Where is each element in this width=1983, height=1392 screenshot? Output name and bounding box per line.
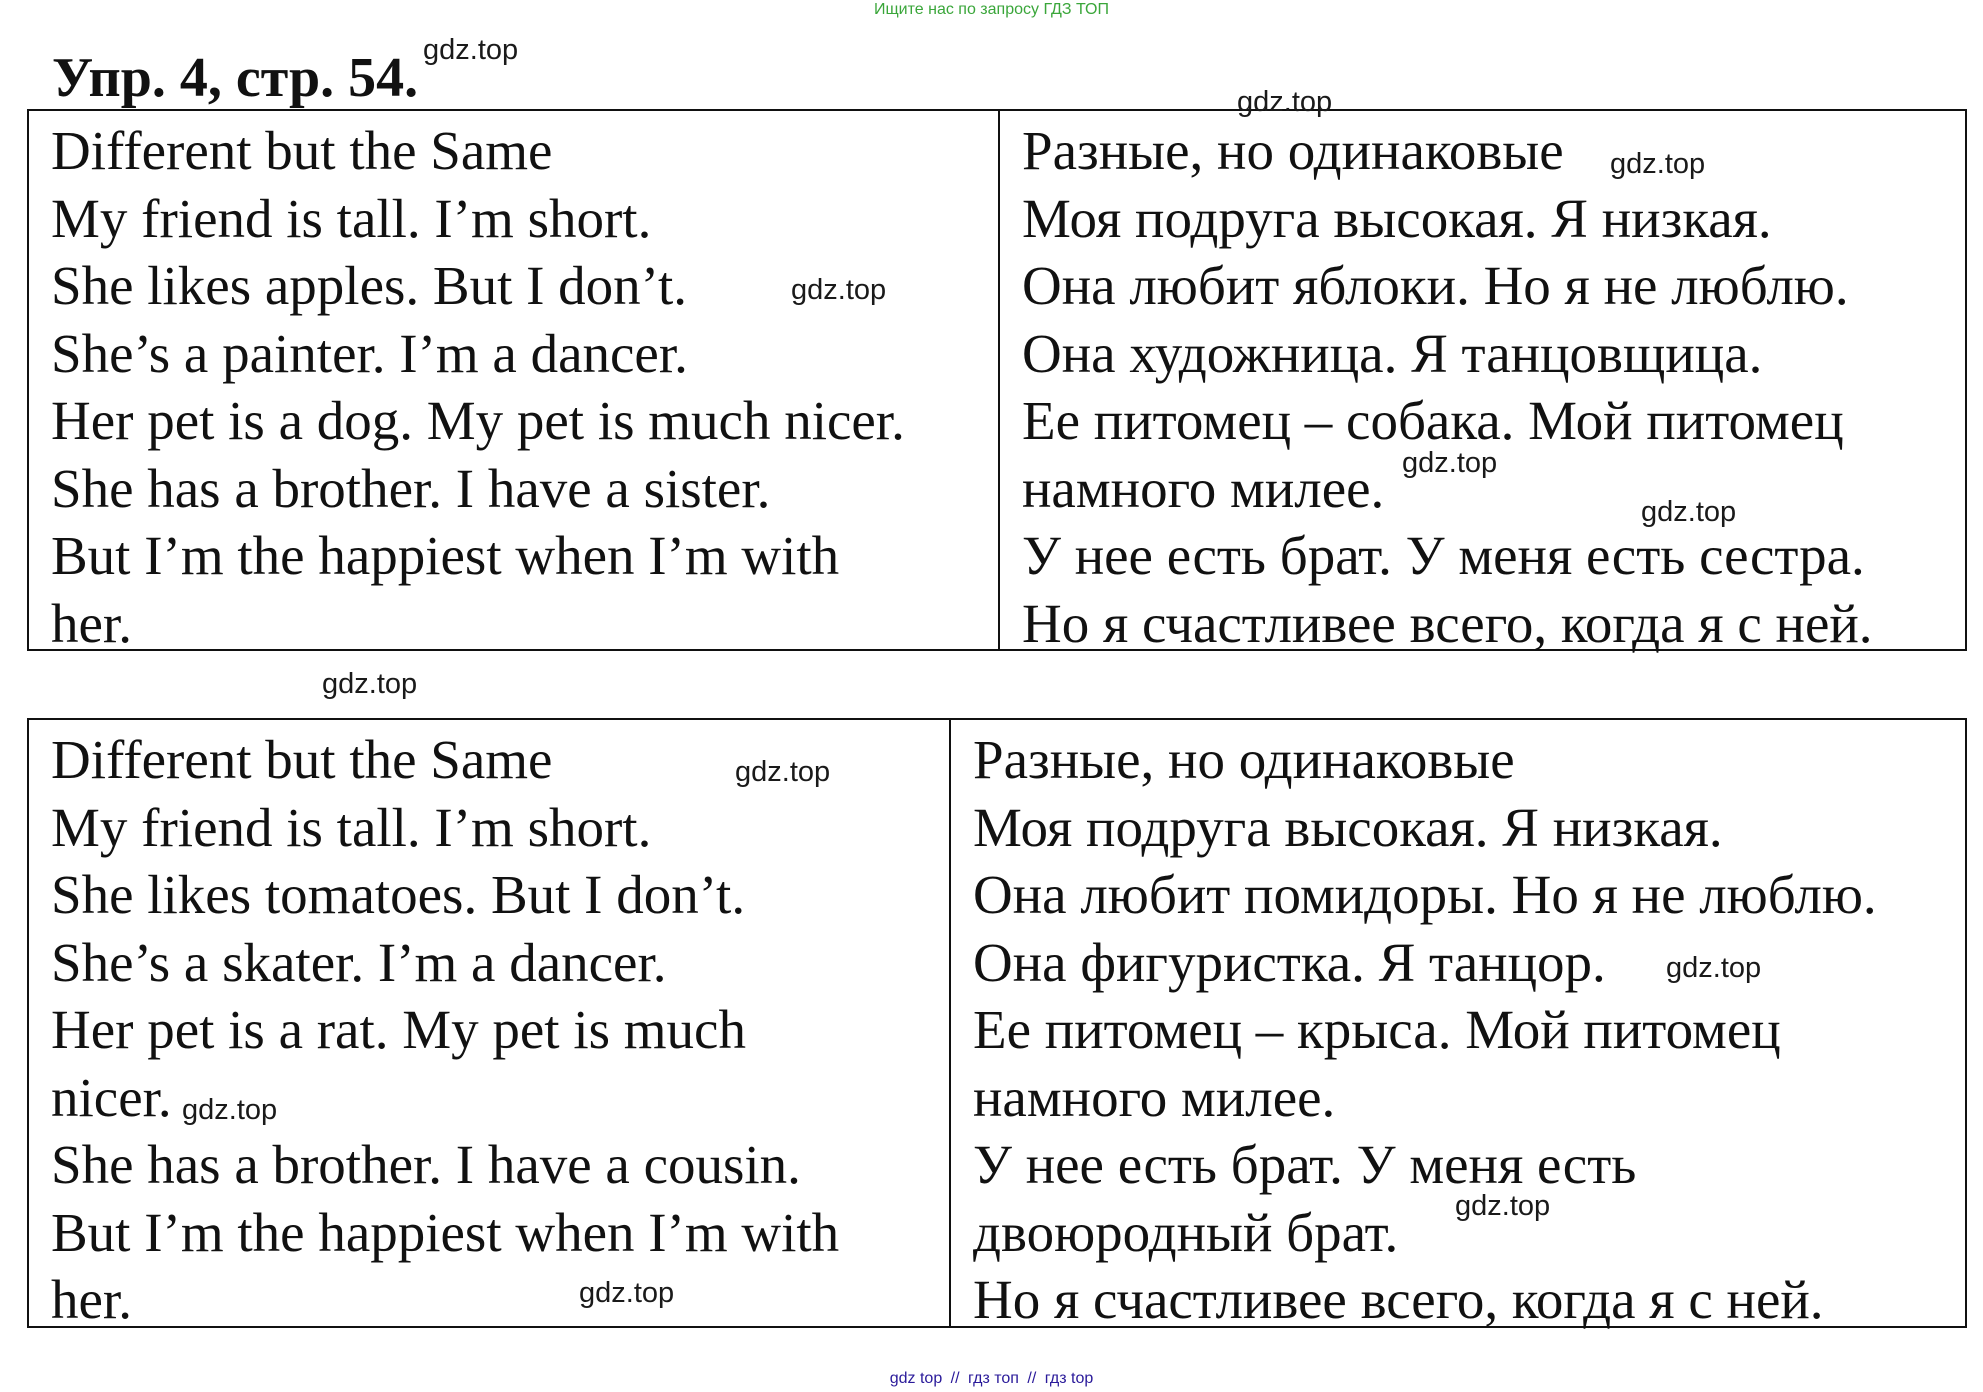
text-line: She’s a painter. I’m a dancer. bbox=[51, 322, 688, 384]
text-line: Она любит яблоки. Но я не люблю. bbox=[1022, 255, 1849, 316]
text-line: Ее питомец – крыса. Мой питомец bbox=[973, 999, 1781, 1060]
watermark: gdz.top bbox=[182, 1094, 278, 1126]
footer-separator: // bbox=[950, 1370, 960, 1387]
text-line: намного милее. bbox=[973, 1066, 1336, 1128]
watermark: gdz.top bbox=[322, 668, 418, 700]
text-line: My friend is tall. I’m short. bbox=[51, 796, 652, 858]
translation-table-2 bbox=[27, 718, 1967, 1328]
text-line: She likes apples. But I don’t. bbox=[51, 255, 688, 316]
text-line: Ее питомец – собака. Мой питомец bbox=[1022, 390, 1844, 451]
text-line: Her pet is a dog. My pet is much nicer. bbox=[51, 390, 905, 451]
text-line: намного милее. bbox=[1022, 457, 1385, 519]
text-line: nicer. bbox=[51, 1066, 172, 1128]
text-line: But I’m the happiest when I’m with bbox=[51, 1201, 840, 1263]
page-title: Упр. 4, стр. 54. bbox=[52, 47, 419, 109]
english-column bbox=[29, 111, 1000, 654]
footer-link[interactable]: гдз top bbox=[1044, 1370, 1094, 1387]
text-line: У нее есть брат. У меня есть сестра. bbox=[1022, 525, 1865, 586]
text-line: Different but the Same bbox=[51, 729, 553, 790]
text-line: Она любит помидоры. Но я не люблю. bbox=[973, 864, 1877, 925]
watermark: gdz.top bbox=[1237, 86, 1333, 118]
top-banner[interactable]: Ищите нас по запросу ГДЗ ТОП bbox=[874, 1, 1109, 18]
watermark: gdz.top bbox=[1455, 1190, 1551, 1222]
text-line: She has a brother. I have a sister. bbox=[51, 457, 771, 519]
watermark: gdz.top bbox=[579, 1277, 675, 1309]
text-line: двоюродный брат. bbox=[973, 1201, 1399, 1263]
footer-separator: // bbox=[1027, 1370, 1037, 1387]
footer-link[interactable]: гдз топ bbox=[968, 1370, 1019, 1387]
text-line: She’s a skater. I’m a dancer. bbox=[51, 931, 667, 993]
watermark: gdz.top bbox=[1610, 148, 1706, 180]
text-line: Моя подруга высокая. Я низкая. bbox=[1022, 187, 1772, 249]
footer-links bbox=[0, 1370, 1983, 1388]
text-line: her. bbox=[51, 1269, 132, 1330]
watermark: gdz.top bbox=[1402, 447, 1498, 479]
text-line: Моя подруга высокая. Я низкая. bbox=[973, 796, 1723, 858]
russian-column bbox=[1000, 111, 1965, 654]
text-line: Она художница. Я танцовщица. bbox=[1022, 322, 1763, 384]
watermark: gdz.top bbox=[1666, 952, 1762, 984]
text-line: Но я счастливее всего, когда я с ней. bbox=[973, 1269, 1824, 1330]
footer-link[interactable]: gdz top bbox=[889, 1370, 943, 1387]
text-line: She likes tomatoes. But I don’t. bbox=[51, 864, 746, 925]
text-line: Her pet is a rat. My pet is much bbox=[51, 999, 746, 1060]
text-line: But I’m the happiest when I’m with bbox=[51, 525, 840, 586]
text-line: Different but the Same bbox=[51, 120, 553, 181]
english-column bbox=[29, 720, 951, 1330]
text-line: Она фигуристка. Я танцор. bbox=[973, 931, 1606, 993]
text-line: У нее есть брат. У меня есть bbox=[973, 1134, 1637, 1195]
watermark: gdz.top bbox=[791, 274, 887, 306]
russian-column bbox=[951, 720, 1965, 1330]
text-line: Разные, но одинаковые bbox=[973, 729, 1515, 790]
watermark: gdz.top bbox=[423, 34, 519, 66]
watermark: gdz.top bbox=[735, 756, 831, 788]
text-line: her. bbox=[51, 592, 132, 654]
translation-table-1 bbox=[27, 109, 1967, 654]
text-line: Но я счастливее всего, когда я с ней. bbox=[1022, 592, 1873, 654]
text-line: Разные, но одинаковые bbox=[1022, 120, 1564, 181]
watermark: gdz.top bbox=[1641, 496, 1737, 528]
text-line: My friend is tall. I’m short. bbox=[51, 187, 652, 249]
text-line: She has a brother. I have a cousin. bbox=[51, 1134, 801, 1195]
